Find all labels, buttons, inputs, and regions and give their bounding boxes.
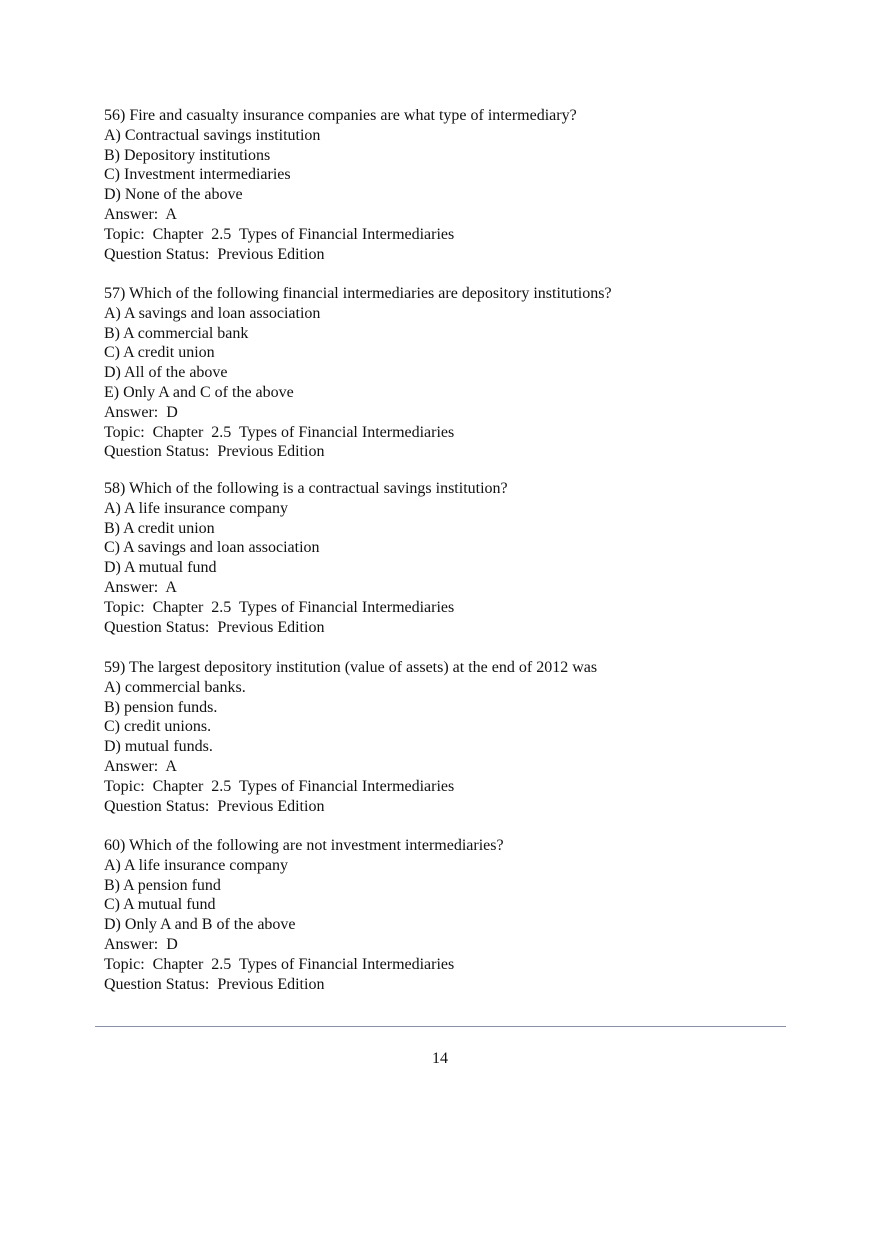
answer: Answer: A xyxy=(104,757,177,775)
option-c: C) credit unions. xyxy=(104,718,212,736)
question-status: Question Status: Previous Edition xyxy=(104,975,325,993)
page-number: 14 xyxy=(432,1050,448,1067)
option-d: D) None of the above xyxy=(104,186,243,204)
answer: Answer: D xyxy=(104,403,178,421)
question-stem: 58) Which of the following is a contractual savings institution? xyxy=(104,480,508,497)
question-status: Question Status: Previous Edition xyxy=(104,245,325,263)
option-b: B) A credit union xyxy=(104,519,215,537)
option-b: B) A pension fund xyxy=(104,876,221,894)
option-a: A) A savings and loan association xyxy=(104,304,321,322)
topic: Topic: Chapter 2.5 Types of Financial Intermediaries xyxy=(104,777,455,795)
option-d: D) All of the above xyxy=(104,364,228,382)
option-a: A) A life insurance company xyxy=(104,499,288,517)
option-c: C) A credit union xyxy=(104,344,215,362)
option-c: C) A savings and loan association xyxy=(104,539,320,557)
topic: Topic: Chapter 2.5 Types of Financial Intermediaries xyxy=(104,955,455,973)
option-b: B) A commercial bank xyxy=(104,324,249,342)
answer: Answer: A xyxy=(104,578,177,596)
option-c: C) Investment intermediaries xyxy=(104,166,291,184)
question-58 xyxy=(104,479,508,637)
question-stem: 60) Which of the following are not investment intermediaries? xyxy=(104,837,504,854)
question-status: Question Status: Previous Edition xyxy=(104,797,325,815)
question-stem: 56) Fire and casualty insurance companies are what type of intermediary? xyxy=(104,107,577,124)
option-a: A) A life insurance company xyxy=(104,856,288,874)
question-stem: 57) Which of the following financial intermediaries are depository institutions? xyxy=(104,285,612,302)
option-b: B) Depository institutions xyxy=(104,146,271,164)
topic: Topic: Chapter 2.5 Types of Financial Intermediaries xyxy=(104,598,455,616)
answer: Answer: D xyxy=(104,935,178,953)
question-59 xyxy=(104,658,597,816)
question-stem: 59) The largest depository institution (value of assets) at the end of 2012 was xyxy=(104,659,598,676)
question-56 xyxy=(104,106,577,264)
question-57 xyxy=(104,284,612,462)
question-status: Question Status: Previous Edition xyxy=(104,618,325,636)
option-a: A) Contractual savings institution xyxy=(104,126,321,144)
option-e: E) Only A and C of the above xyxy=(104,383,294,401)
option-d: D) A mutual fund xyxy=(104,559,217,577)
option-b: B) pension funds. xyxy=(104,698,218,716)
option-d: D) Only A and B of the above xyxy=(104,916,296,934)
option-a: A) commercial banks. xyxy=(104,678,246,696)
answer: Answer: A xyxy=(104,205,177,223)
topic: Topic: Chapter 2.5 Types of Financial Intermediaries xyxy=(104,225,455,243)
topic: Topic: Chapter 2.5 Types of Financial Intermediaries xyxy=(104,423,455,441)
option-c: C) A mutual fund xyxy=(104,896,216,914)
question-status: Question Status: Previous Edition xyxy=(104,443,325,461)
footer-divider xyxy=(95,1026,786,1027)
question-60 xyxy=(104,836,504,994)
option-d: D) mutual funds. xyxy=(104,738,213,756)
